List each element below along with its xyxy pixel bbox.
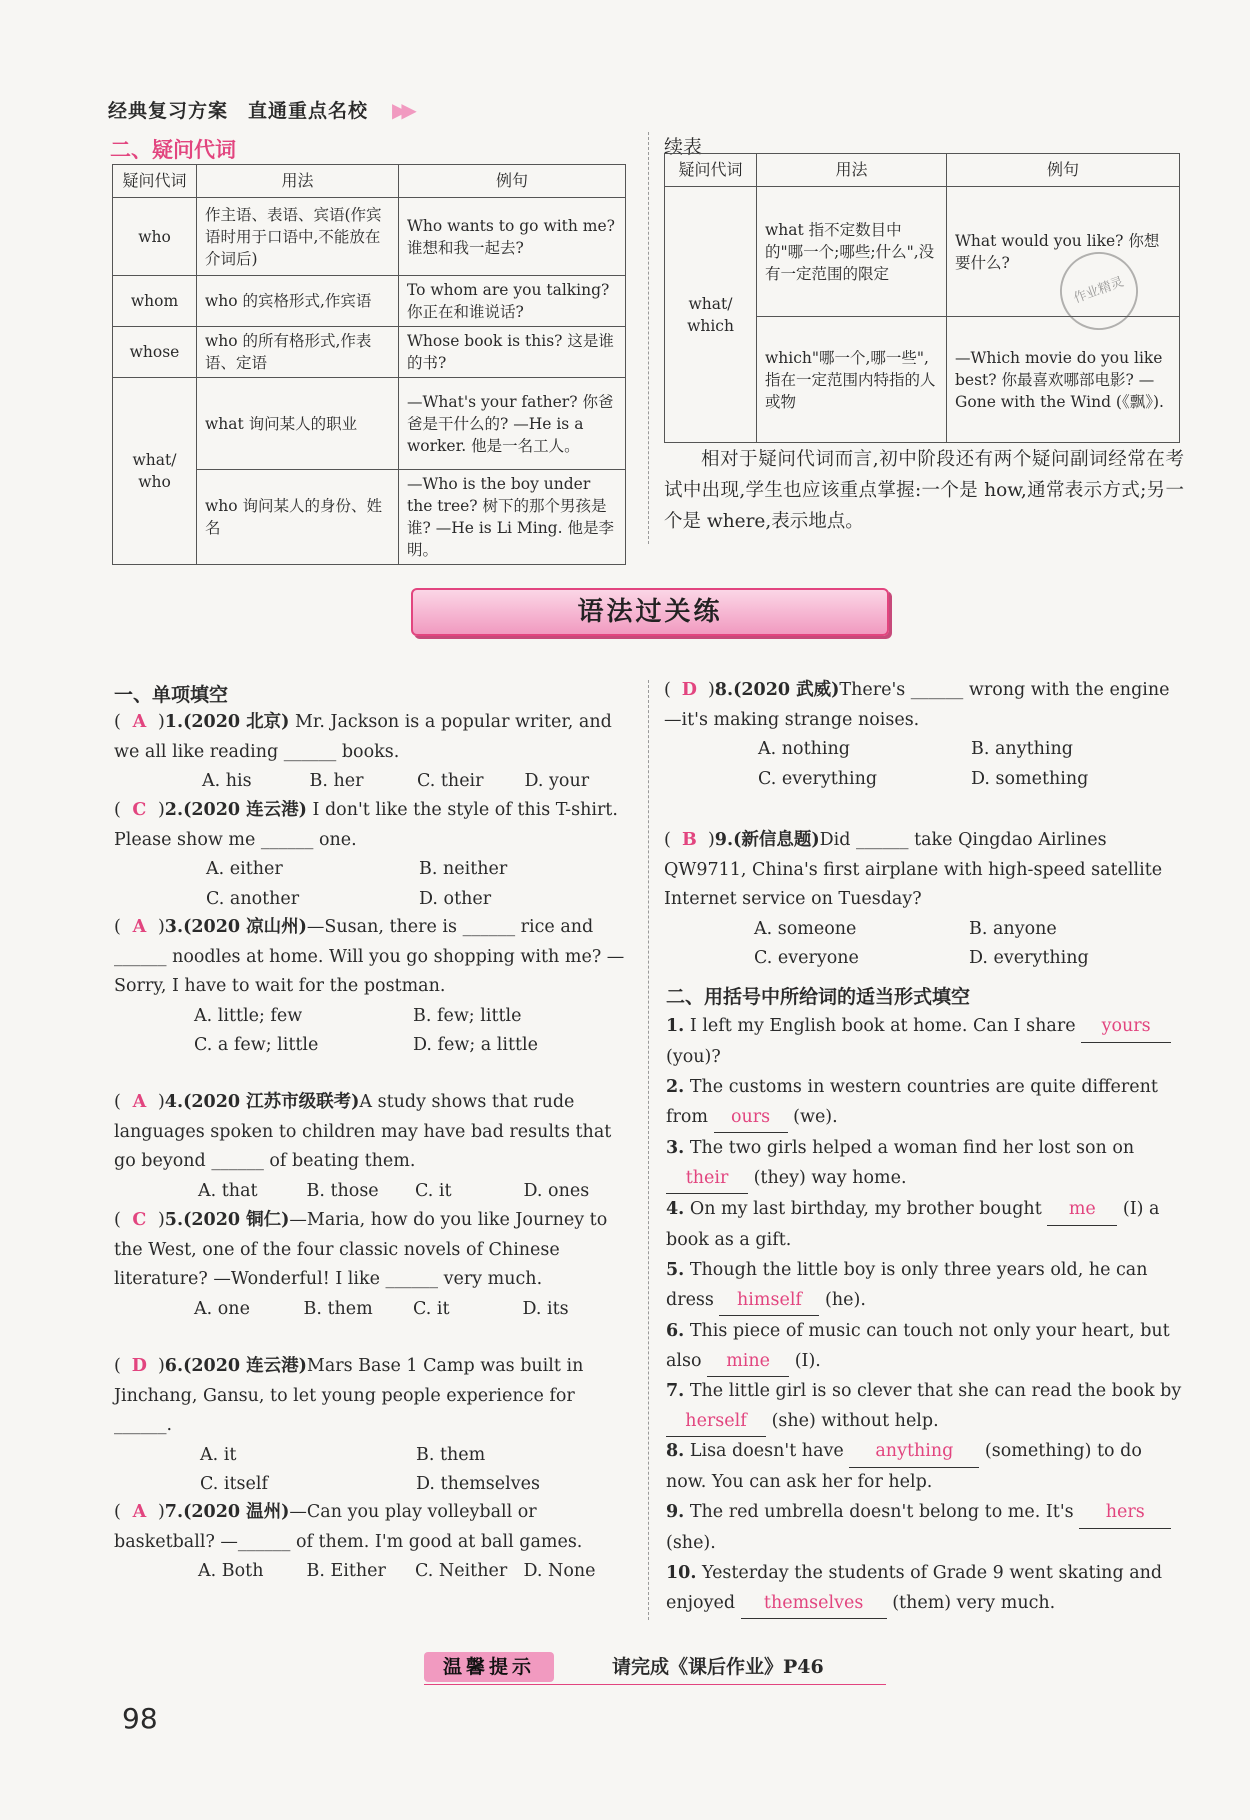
option: A. nothing [758, 739, 850, 759]
question-5: ( C )5.(2020 铜仁)—Maria, how do you like Journey to the West, one of the four classic novels of Chinese literature? —Wonderful! I like ______ very much. A. one B. them C. it D. its [114, 1206, 632, 1324]
part2-title: 二、用括号中所给词的适当形式填空 [666, 986, 971, 1008]
table-cell-example: Whose book is this? 这是谁的书? [399, 327, 626, 378]
table-cell-usage: who 的宾格形式,作宾语 [197, 276, 399, 327]
continued-table-title: 续表 [664, 136, 703, 158]
option: C. it [415, 1180, 452, 1201]
page-number: 98 [122, 1702, 158, 1735]
fill-item-3: 3. The two girls helped a woman find her lost son on their (they) way home. [666, 1134, 1186, 1194]
question-8: ( D )8.(2020 武威)There's ______ wrong with the engine —it's making strange noises. A. nothing B. anything C. everything D. something [664, 676, 1184, 794]
option: D. everything [969, 948, 1089, 968]
question-2: ( C )2.(2020 连云港) I don't like the style of this T-shirt. Please show me ______ one. A. either B. neither C. another D. other [114, 796, 632, 914]
option: C. another [206, 888, 300, 909]
answer: A [132, 712, 147, 732]
section-title-interrogative-pronouns: 二、疑问代词 [110, 138, 236, 162]
option: D. other [419, 888, 492, 909]
table-cell-usage: what 询问某人的职业 [197, 378, 399, 470]
section-banner: 语法过关练 [411, 588, 889, 636]
table-cell-pronoun: what/ which [665, 187, 757, 443]
table-cell-usage: 作主语、表语、宾语(作宾语时用于口语中,不能放在介词后) [197, 198, 399, 276]
option: D. None [523, 1561, 596, 1581]
option: B. Either [306, 1561, 386, 1581]
fill-item-2: 2. The customs in western countries are quite different from ours (we). [666, 1073, 1186, 1133]
question-1: ( A )1.(2020 北京) Mr. Jackson is a popular writer, and we all like reading ______ books. A. his B. her C. their D. your [114, 708, 632, 797]
answer: D [681, 680, 697, 700]
option: C. a few; little [194, 1035, 319, 1055]
tip-underline [424, 1684, 886, 1685]
option: B. them [303, 1298, 373, 1319]
option: B. those [306, 1180, 379, 1201]
question-9: ( B )9.(新信息题)Did ______ take Qingdao Airlines QW9711, China's first airplane with high-speed satellite Internet service on Tuesday? A. someone B. anyone C. everyone D. everything [664, 826, 1184, 974]
answer: B [681, 830, 697, 850]
option: A. it [200, 1444, 237, 1465]
option: A. one [194, 1298, 250, 1319]
answer: C [132, 800, 147, 820]
answer: me [1047, 1195, 1117, 1226]
option: A. that [198, 1180, 258, 1201]
table-header: 例句 [947, 154, 1180, 187]
table-header: 疑问代词 [113, 165, 197, 198]
option: C. everyone [754, 948, 859, 968]
fill-item-5: 5. Though the little boy is only three years old, he can dress himself (he). [666, 1256, 1186, 1316]
table-cell-example: —Who is the boy under the tree? 树下的那个男孩是谁? —He is Li Ming. 他是李明。 [399, 470, 626, 565]
fill-item-4: 4. On my last birthday, my brother bought me (I) a book as a gift. [666, 1195, 1186, 1255]
option: B. few; little [413, 1005, 522, 1026]
fill-item-6: 6. This piece of music can touch not only your heart, but also mine (I). [666, 1317, 1186, 1377]
option: B. her [309, 771, 364, 791]
table-cell-pronoun: what/ who [113, 378, 197, 565]
option: C. everything [758, 768, 878, 789]
answer: their [666, 1164, 748, 1195]
option: B. neither [419, 859, 508, 879]
option: D. something [971, 768, 1089, 789]
answer: himself [719, 1286, 819, 1317]
table-cell-usage: who 询问某人的身份、姓名 [197, 470, 399, 565]
option: A. his [202, 771, 252, 791]
question-7: ( A )7.(2020 温州)—Can you play volleyball or basketball? —______ of them. I'm good at ball games. A. Both B. Either C. Neither D. None [114, 1498, 632, 1587]
question-3: ( A )3.(2020 凉山州)—Susan, there is ______ rice and ______ noodles at home. Will you go shopping with me? —Sorry, I have to wait for the postman. A. little; few B. few; little C. a few; little D. few; a little [114, 913, 632, 1061]
fill-item-1: 1. I left my English book at home. Can I share yours (you)? [666, 1012, 1186, 1072]
option: D. its [522, 1298, 569, 1319]
option: A. Both [198, 1561, 264, 1581]
option: A. little; few [194, 1005, 303, 1026]
table-cell-example: —Which movie do you like best? 你最喜欢哪部电影? —Gone with the Wind (《飘》). [947, 317, 1180, 443]
option: C. Neither [415, 1561, 508, 1581]
option: B. anyone [969, 918, 1057, 939]
answer: herself [666, 1407, 766, 1438]
fill-item-10: 10. Yesterday the students of Grade 9 went skating and enjoyed themselves (them) very much. [666, 1559, 1186, 1619]
header-arrows-icon: ▶▶ [392, 98, 411, 122]
answer: mine [707, 1347, 789, 1378]
table-cell-pronoun: whose [113, 327, 197, 378]
option: B. anything [971, 739, 1073, 759]
table-cell-usage: which"哪一个,哪一些",指在一定范围内特指的人或物 [757, 317, 947, 443]
table-header: 用法 [757, 154, 947, 187]
tip-text: 请完成《课后作业》P46 [612, 1656, 824, 1678]
column-divider [648, 132, 649, 544]
page-header-title: 经典复习方案 直通重点名校 [108, 100, 369, 122]
option: A. either [206, 859, 283, 879]
question-4: ( A )4.(2020 江苏市级联考)A study shows that rude languages spoken to children may have bad results that go beyond ______ of beating them. A. that B. those C. it D. ones [114, 1088, 632, 1206]
table-cell-usage: what 指不定数目中的"哪一个;哪些;什么",没有一定范围的限定 [757, 187, 947, 317]
option: D. your [524, 771, 590, 791]
tip-label: 温馨提示 [424, 1652, 554, 1682]
table-cell-pronoun: whom [113, 276, 197, 327]
answer: C [132, 1210, 147, 1230]
table-cell-pronoun: who [113, 198, 197, 276]
part1-title: 一、单项填空 [114, 684, 229, 706]
option: B. them [416, 1444, 486, 1465]
answer: hers [1079, 1498, 1171, 1529]
fill-item-7: 7. The little girl is so clever that she can read the book by herself (she) without help. [666, 1377, 1186, 1437]
answer: A [132, 1502, 147, 1522]
option: C. their [417, 771, 484, 791]
option: A. someone [754, 918, 857, 939]
answer: ours [714, 1103, 788, 1134]
table-cell-example: Who wants to go with me? 谁想和我一起去? [399, 198, 626, 276]
watermark-stamp-icon: 作业精灵 [1049, 241, 1149, 341]
table-header: 用法 [197, 165, 399, 198]
answer: themselves [741, 1589, 887, 1620]
option: D. themselves [416, 1474, 540, 1494]
answer: A [132, 917, 147, 937]
answer: D [131, 1356, 147, 1376]
answer: A [132, 1092, 147, 1112]
option: D. few; a little [413, 1035, 539, 1055]
answer: yours [1081, 1012, 1171, 1043]
table-header: 例句 [399, 165, 626, 198]
option: C. itself [200, 1474, 268, 1494]
example-text: What would you like? 你想要什么? [955, 231, 1160, 272]
fill-item-8: 8. Lisa doesn't have anything (something) to do now. You can ask her for help. [666, 1437, 1186, 1497]
table-header: 疑问代词 [665, 154, 757, 187]
option: C. it [413, 1298, 450, 1319]
fill-item-9: 9. The red umbrella doesn't belong to me. It's hers (she). [666, 1498, 1186, 1558]
pronoun-table-left [112, 164, 626, 565]
table-cell-usage: who 的所有格形式,作表语、定语 [197, 327, 399, 378]
question-6: ( D )6.(2020 连云港)Mars Base 1 Camp was built in Jinchang, Gansu, to let young people experience for ______. A. it B. them C. itself D. themselves [114, 1352, 632, 1500]
answer: anything [849, 1437, 979, 1468]
table-cell-example: To whom are you talking? 你正在和谁说话? [399, 276, 626, 327]
table-cell-example: —What's your father? 你爸爸是干什么的? —He is a worker. 他是一名工人。 [399, 378, 626, 470]
intro-paragraph: 相对于疑问代词而言,初中阶段还有两个疑问副词经常在考试中出现,学生也应该重点掌握:一个是 how,通常表示方式;另一个是 where,表示地点。 [664, 449, 1184, 532]
option: D. ones [523, 1180, 590, 1201]
column-divider [648, 680, 649, 1620]
